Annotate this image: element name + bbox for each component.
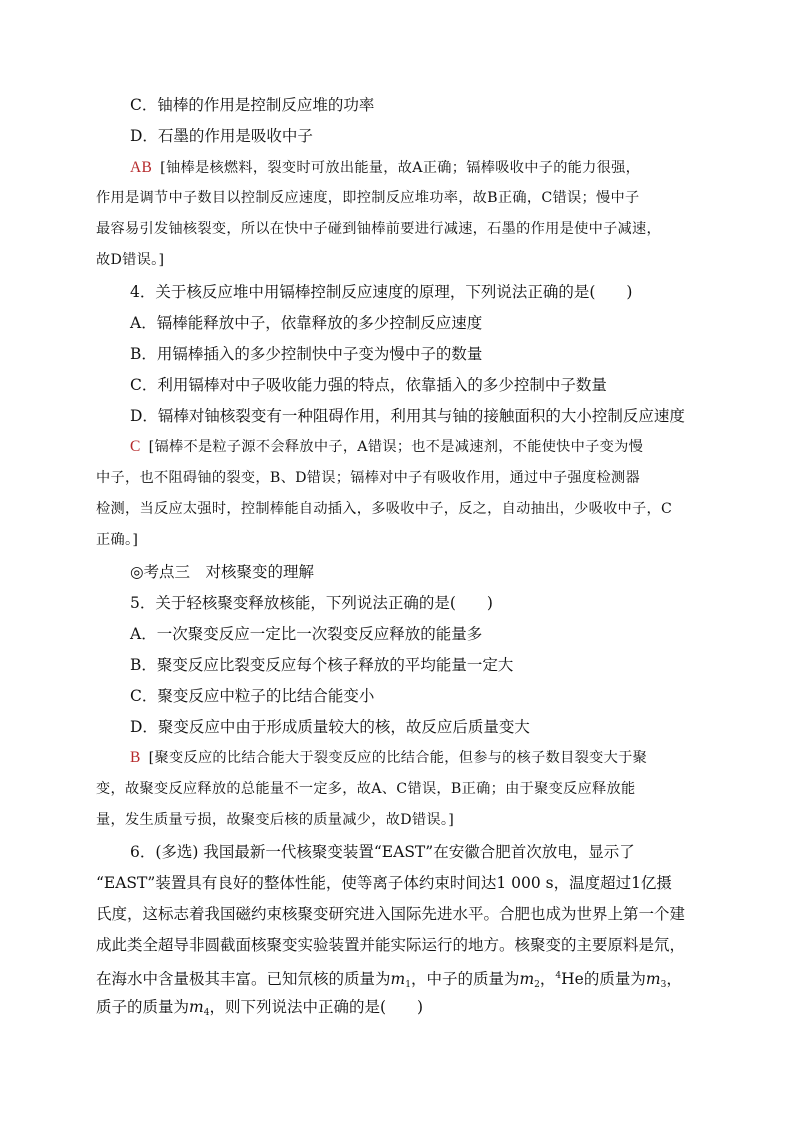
q5-explanation-line-2: 变，故聚变反应释放的总能量不一定多，故A、C错误，B正确；由于聚变反应释放能 (96, 781, 636, 797)
q5-option-d: D．聚变反应中由于形成质量较大的核，故反应后质量变大 (130, 718, 530, 736)
q4-explanation-text-1: [镉棒不是粒子源不会释放中子，A错误；也不是减速剂，不能使快中子变为慢 (148, 439, 644, 455)
q5-explanation-line-1 (130, 748, 647, 768)
q3-explanation-line-3: 最容易引发铀核裂变，所以在快中子碰到铀棒前要进行减速，石墨的作用是使中子减速， (96, 221, 662, 237)
q6-stem-line-1: 6．(多选) 我国最新一代核聚变装置“EAST”在安徽合肥首次放电，显示了 (130, 843, 635, 861)
q6-mass-subscript-2: 2 (534, 980, 540, 990)
q3-option-c: C．铀棒的作用是控制反应堆的功率 (130, 96, 375, 114)
q3-explanation-line-4: 故D错误。] (96, 252, 165, 268)
q4-stem: 4．关于核反应堆中用镉棒控制反应速度的原理，下列说法正确的是( ) (130, 283, 633, 301)
q5-stem: 5．关于轻核聚变释放核能，下列说法正确的是( ) (130, 594, 493, 612)
section-title: ◎考点三 对核聚变的理解 (130, 563, 315, 581)
q4-option-b: B．用镉棒插入的多少控制快中子变为慢中子的数量 (130, 345, 483, 363)
q6-text-proton-mass: 质子的质量为 (96, 998, 190, 1016)
q6-stem-line-5 (96, 966, 682, 995)
q5-option-a: A．一次聚变反应一定比一次裂变反应释放的能量多 (130, 625, 483, 643)
q6-text-neutron-mass: ，中子的质量为 (410, 970, 520, 988)
q5-answer: B (130, 749, 141, 766)
q3-explanation-line-1 (130, 158, 640, 178)
q6-mass-subscript-3: 3 (660, 980, 667, 990)
q4-explanation-line-2: 中子，也不阻碍铀的裂变，B、D错误；镉棒对中子有吸收作用，通过中子强度检测器 (96, 470, 640, 486)
q6-mass-symbol-1: m (390, 970, 406, 988)
q6-mass-symbol-4: m (189, 998, 204, 1016)
q4-option-d: D．镉棒对铀核裂变有一种阻碍作用，利用其与铀的接触面积的大小控制反应速度 (130, 407, 685, 425)
q6-stem-line-2: “EAST”装置具有良好的整体性能，使等离子体约束时间达1 000 s，温度超过1亿摄 (96, 874, 672, 892)
q4-option-a: A．镉棒能释放中子，依靠释放的多少控制反应速度 (130, 314, 483, 332)
q3-explanation-text-1: [铀棒是核燃料，裂变时可放出能量，故A正确；镉棒吸收中子的能力很强， (160, 160, 641, 176)
q6-stem-line-6 (96, 997, 423, 1023)
q6-text-deuteron-mass: 在海水中含量极其丰富。已知氘核的质量为 (96, 970, 391, 988)
q4-option-c: C．利用镉棒对中子吸收能力强的特点，依靠插入的多少控制中子数量 (130, 376, 607, 394)
q6-stem-line-3: 氏度，这标志着我国磁约束核聚变研究进入国际先进水平。合肥也成为世界上第一个建 (96, 905, 686, 923)
q6-mass-symbol-2: m (519, 970, 535, 988)
q6-helium-symbol: He (561, 970, 584, 988)
q6-comma-1: ， (539, 970, 556, 988)
q5-explanation-line-3: 量，发生质量亏损，故聚变后核的质量减少，故D错误。] (96, 812, 455, 828)
q4-explanation-line-1 (130, 437, 643, 457)
q3-answer: AB (130, 159, 153, 176)
q4-explanation-line-4: 正确。] (96, 532, 139, 548)
q6-helium-mass-number: 4 (555, 971, 562, 981)
q6-mass-symbol-3: m (645, 970, 661, 988)
q6-mass-subscript-4: 4 (203, 1008, 210, 1018)
q6-stem-line-4: 成此类全超导非圆截面核聚变实验装置并能实际运行的地方。核聚变的主要原料是氘， (96, 936, 686, 954)
q4-explanation-line-3: 检测，当反应太强时，控制棒能自动插入，多吸收中子，反之，自动抽出，少吸收中子，C (96, 501, 673, 517)
q5-option-b: B．聚变反应比裂变反应每个核子释放的平均能量一定大 (130, 656, 514, 674)
q5-explanation-text-1: [聚变反应的比结合能大于裂变反应的比结合能，但参与的核子数目裂变大于聚 (148, 750, 648, 766)
q6-question-prompt: ，则下列说法中正确的是( ) (209, 998, 424, 1016)
q5-option-c: C．聚变反应中粒子的比结合能变小 (130, 687, 375, 705)
q6-comma-2: ， (666, 970, 682, 988)
q6-mass-subscript-1: 1 (405, 980, 411, 990)
q3-explanation-line-2: 作用是调节中子数目以控制反应速度，即控制反应堆功率，故B正确，C错误；慢中子 (96, 190, 640, 206)
q4-answer: C (130, 438, 141, 455)
q6-text-helium-mass: 的质量为 (583, 970, 646, 988)
q3-option-d: D．石墨的作用是吸收中子 (130, 127, 313, 145)
